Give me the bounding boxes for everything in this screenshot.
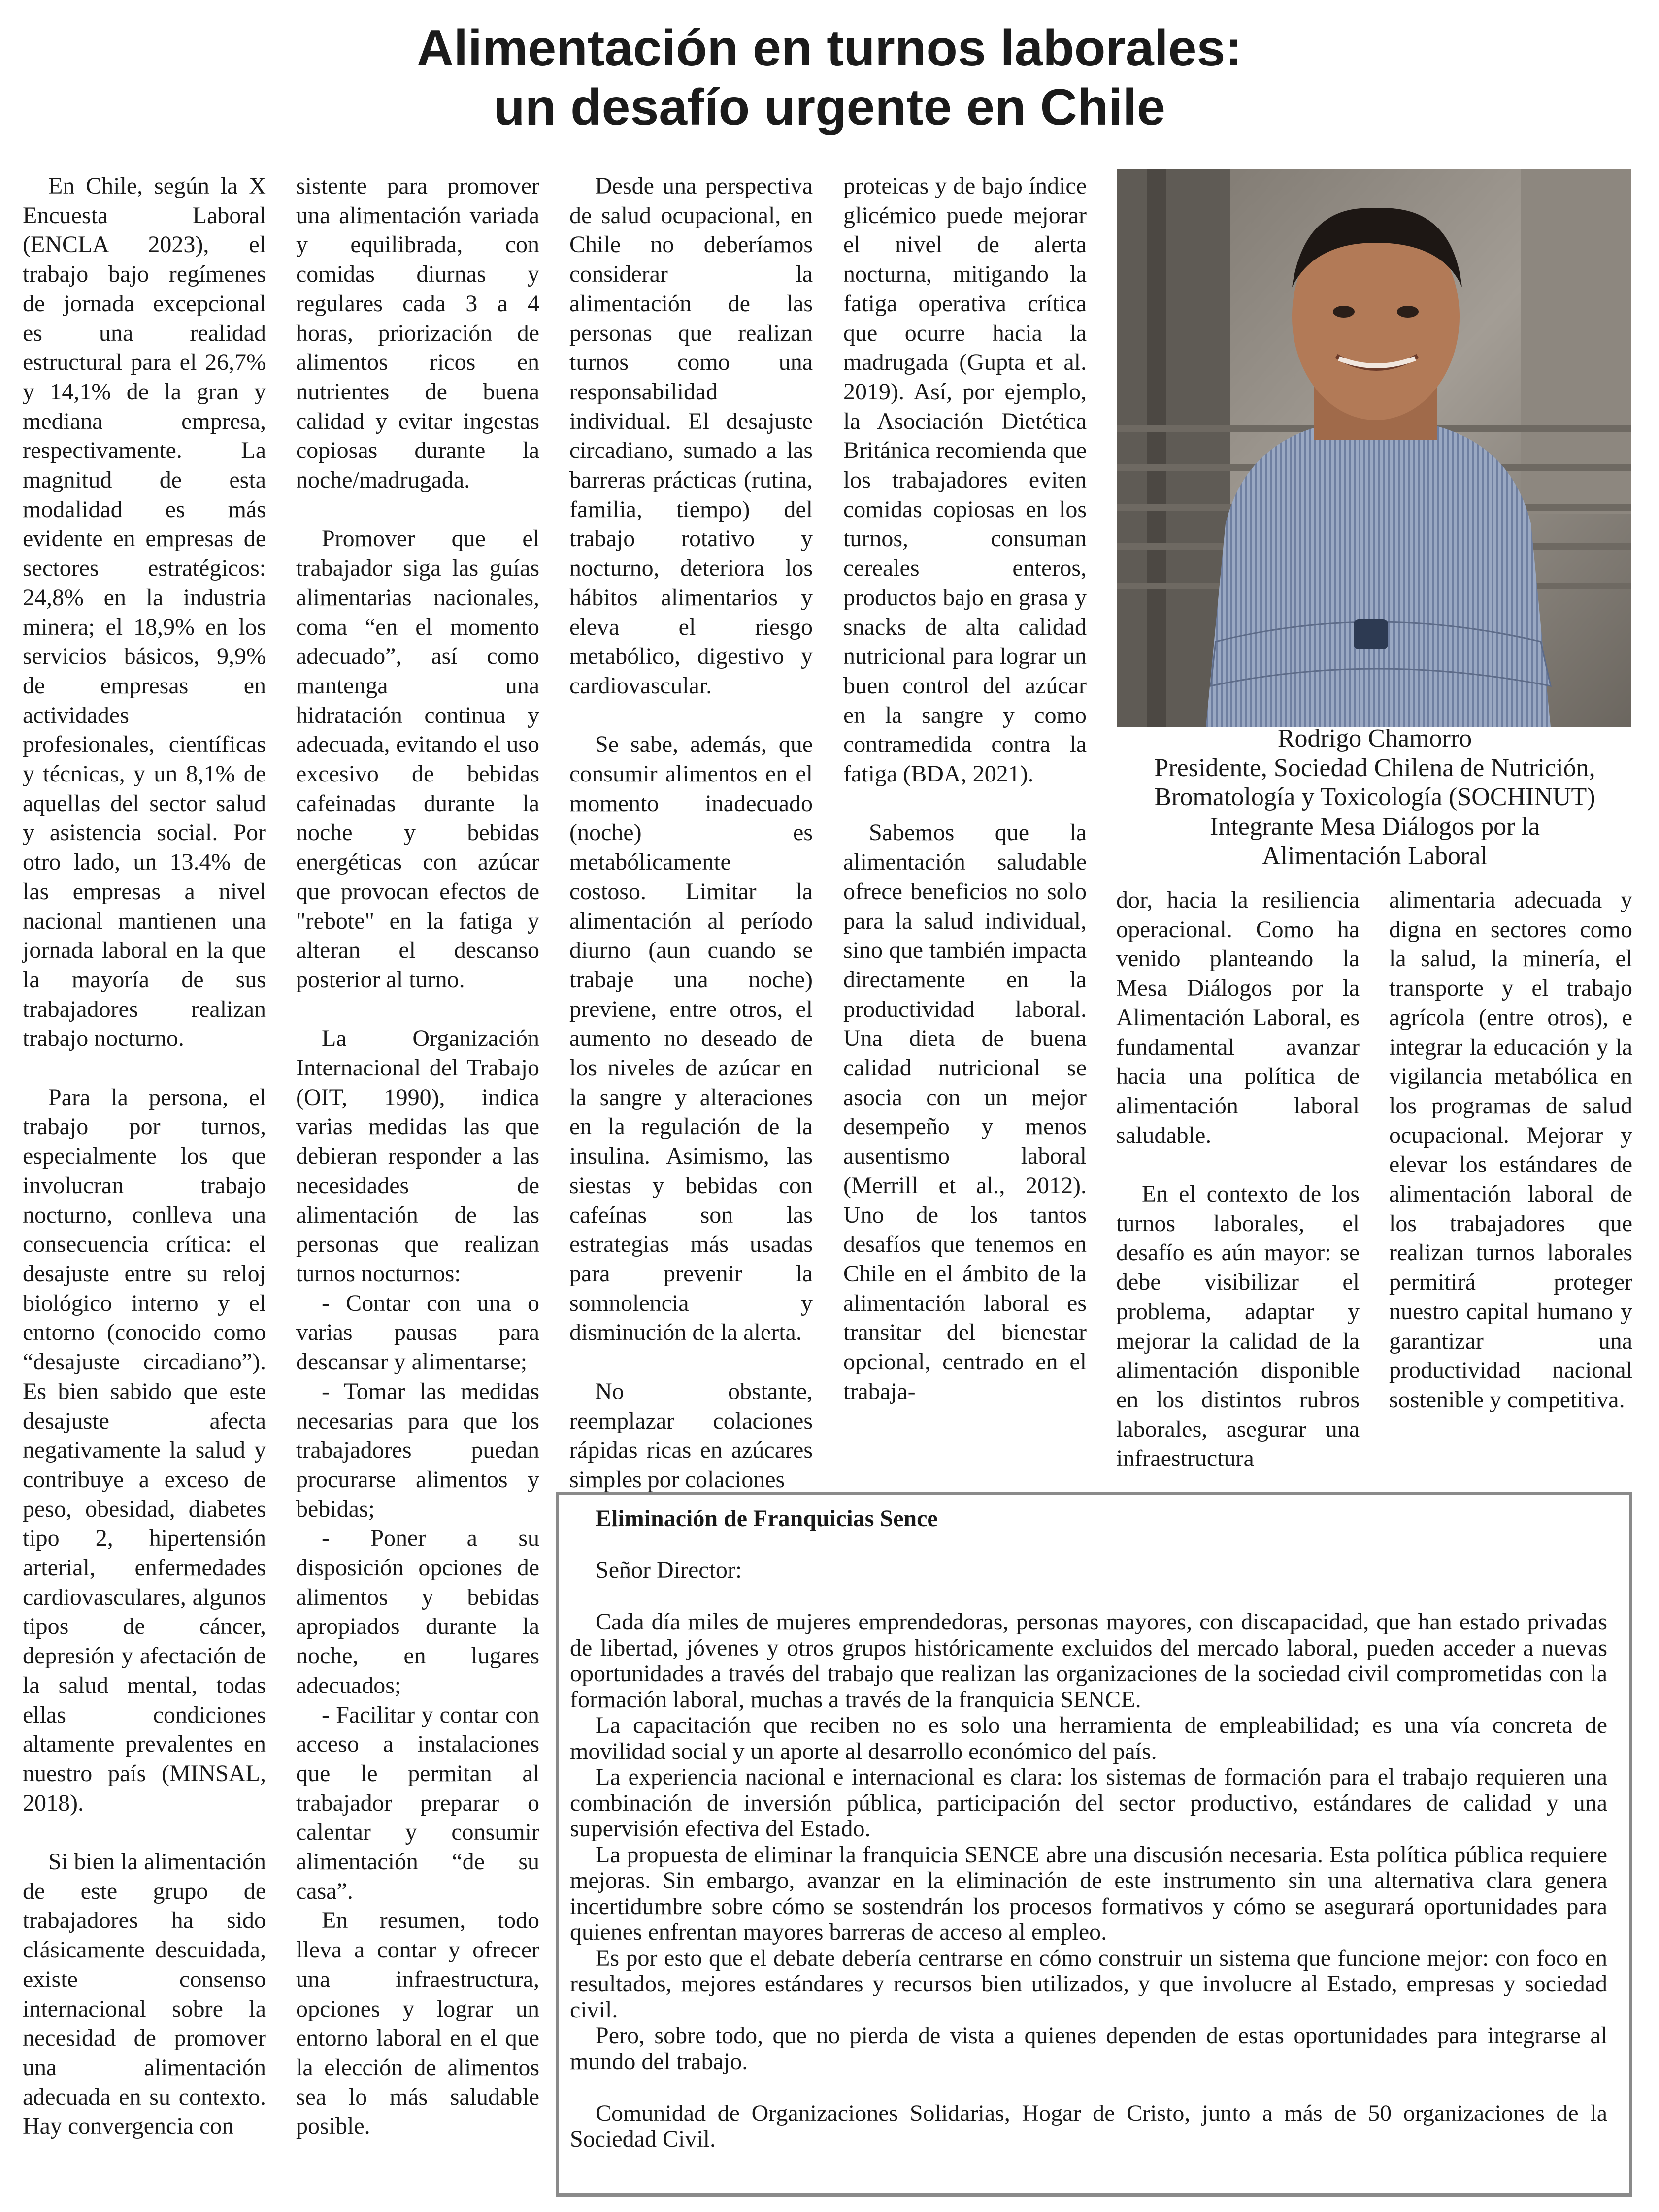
letter-paragraph: Cada día miles de mujeres emprendedoras, personas mayores, con discapacidad, que han estado privadas de libertad, jóvenes y otros grupos históricamente excluidos del mercado laboral, pueden acceder a nuevas oportunidades a través del trabajo que realizan las organizaciones de la sociedad civil comprometidas con la formación laboral, muchas a través de la franquicia SENCE. (570, 1609, 1607, 1713)
paragraph: sistente para promover una alimentación variada y equilibrada, con comidas diurnas y regulares cada 3 a 4 horas, priorización de alimentos ricos en nutrientes de buena calidad y evitar ingestas copiosas durante la noche/madrugada. (296, 173, 539, 493)
letter-salutation: Señor Director: (596, 1557, 742, 1583)
headline-line-2: un desafío urgente en Chile (494, 79, 1165, 136)
article-column-4 (843, 171, 1087, 1406)
paragraph: Sabemos que la alimentación saludable ofrece beneficios no solo para la salud individual, sino que también impacta directamente en la productividad laboral. Una dieta de buena calidad nutricional se asocia con un mejor desempeño y menos ausentismo laboral (Merrill et al., 2012). Uno de los tantos desafíos que tenemos en Chile en el ámbito de la alimentación laboral es transitar del bienestar opcional, centrado en el trabaja- (843, 819, 1087, 1404)
author-photo (1117, 169, 1631, 727)
letter-paragraph: La experiencia nacional e internacional es clara: los sistemas de formación para el trabajo requieren una combinación de inversión pública, participación del sector productivo, estándares de calidad y una supervisión efectiva del Estado. (570, 1764, 1607, 1842)
paragraph: En el contexto de los turnos laborales, el desafío es aún mayor: se debe visibilizar el problema, adaptar y mejorar la calidad de la alimentación disponible en los distintos rubros laborales, asegurar una infraestructura (1116, 1181, 1360, 1472)
letter-signature: Comunidad de Organizaciones Solidarias, Hogar de Cristo, junto a más de 50 organizaciones de la Sociedad Civil. (570, 2100, 1607, 2152)
paragraph: No obstante, reemplazar colaciones rápidas ricas en azúcares simples por colaciones (569, 1378, 813, 1493)
photo-caption (1116, 724, 1633, 871)
author-portrait-image (1117, 169, 1631, 727)
list-item: - Contar con una o varias pausas para descansar y alimentarse; (296, 1290, 539, 1375)
article-headline (0, 19, 1659, 137)
author-role: Alimentación Laboral (1262, 842, 1488, 870)
letter-paragraph: Pero, sobre todo, que no pierda de vista a quienes dependen de estas oportunidades para integrarse al mundo del trabajo. (570, 2022, 1607, 2075)
list-item: - Tomar las medidas necesarias para que los trabajadores puedan procurarse alimentos y bebidas; (296, 1378, 539, 1522)
paragraph: proteicas y de bajo índice glicémico puede mejorar el nivel de alerta nocturna, mitigando la fatiga operativa crítica que ocurre hacia la madrugada (Gupta et al. 2019). Así, por ejemplo, la Asociación Dietética Británica recomienda que los trabajadores eviten comidas copiosas en los turnos, consuman cereales enteros, productos bajo en grasa y snacks de alta calidad nutricional para lograr un buen control del azúcar en la sangre y como contramedida contra la fatiga (BDA, 2021). (843, 173, 1087, 787)
author-role: Presidente, Sociedad Chilena de Nutrición, (1154, 753, 1595, 782)
paragraph: En resumen, todo lleva a contar y ofrecer una infraestructura, opciones y lograr un entorno laboral en el que la elección de alimentos sea lo más saludable posible. (296, 1907, 539, 2140)
paragraph: Promover que el trabajador siga las guías alimentarias nacionales, coma “en el momento adecuado”, así como mantenga una hidratación continua y adecuada, evitando el uso excesivo de bebidas cafeinadas durante la noche y bebidas energéticas con azúcar que provocan efectos de "rebote" en la fatiga y alteran el descanso posterior al turno. (296, 525, 539, 993)
paragraph: alimentaria adecuada y digna en sectores como la salud, la minería, el transporte y el trabajo agrícola (entre otros), e integrar la educación y la vigilancia metabólica en los programas de salud ocupacional. Mejorar y elevar los estándares de alimentación laboral de los trabajadores que realizan turnos laborales permitirá proteger nuestro capital humano y garantizar una productividad nacional sostenible y competitiva. (1389, 887, 1632, 1413)
paragraph: La Organización Internacional del Trabajo (OIT, 1990), indica varias medidas las que debieran responder a las necesidades de alimentación de las personas que realizan turnos nocturnos: (296, 1025, 539, 1287)
letter-paragraph: Es por esto que el debate debería centrarse en cómo construir un sistema que funcione mejor: con foco en resultados, mejores estándares y recursos bien utilizados, y que involucre al Estado, empresas y sociedad civil. (570, 1945, 1607, 2023)
paragraph: Desde una perspectiva de salud ocupacional, en Chile no deberíamos considerar la alimentación de las personas que realizan turnos como una responsabilidad individual. El desajuste circadiano, sumado a las barreras prácticas (rutina, familia, tiempo) del trabajo rotativo y nocturno, deteriora los hábitos alimentarios y eleva el riesgo metabólico, digestivo y cardiovascular. (569, 173, 813, 699)
headline-line-1: Alimentación en turnos laborales: (417, 20, 1242, 77)
paragraph: En Chile, según la X Encuesta Laboral (ENCLA 2023), el trabajo bajo regímenes de jornada excepcional es una realidad estructural para el 26,7% y 14,1% de la gran y mediana empresa, respectivamente. La magnitud de esta modalidad es más evidente en empresas de sectores estratégicos: 24,8% en la industria minera; el 18,9% en los servicios básicos, 9,9% de empresas en actividades profesionales, científicas y técnicas, y un 8,1% de aquellas del sector salud y asistencia social. Por otro lado, un 13.4% de las empresas a nivel nacional mantienen una jornada laboral en la que la mayoría de sus trabajadores realizan trabajo nocturno. (23, 173, 266, 1052)
article-column-5 (1116, 885, 1360, 1473)
letter-box (556, 1492, 1632, 2197)
letter-title: Eliminación de Franquicias Sence (596, 1505, 938, 1531)
paragraph: Para la persona, el trabajo por turnos, especialmente los que involucran trabajo nocturno, conlleva una consecuencia crítica: el desajuste entre su reloj biológico interno y el entorno (conocido como “desajuste circadiano”). Es bien sabido que este desajuste afecta negativamente la salud y contribuye a exceso de peso, obesidad, diabetes tipo 2, hipertensión arterial, enfermedades cardiovasculares, algunos tipos de cáncer, depresión y afectación de la salud mental, todas ellas condiciones altamente prevalentes en nuestro país (MINSAL, 2018). (23, 1084, 266, 1816)
letter-paragraph: La capacitación que reciben no es solo una herramienta de empleabilidad; es una vía concreta de movilidad social y un aporte al desarrollo económico del país. (570, 1712, 1607, 1764)
article-column-1 (23, 171, 266, 2141)
article-column-6 (1389, 885, 1632, 1415)
article-column-3 (569, 171, 813, 1495)
list-item: - Facilitar y contar con acceso a instalaciones que le permitan al trabajador preparar o calentar y consumir alimentación “de su casa”. (296, 1701, 539, 1904)
author-role: Integrante Mesa Diálogos por la (1209, 813, 1540, 841)
letter-paragraph: La propuesta de eliminar la franquicia SENCE abre una discusión necesaria. Esta política pública requiere mejoras. Sin embargo, avanzar en la eliminación de este instrumento sin una alternativa clara genera incertidumbre sobre cómo se sostendrán los procesos formativos y cómo se asegurará oportunidades para quienes enfrentan mayores barreras de acceso al empleo. (570, 1841, 1607, 1945)
list-item: - Poner a su disposición opciones de alimentos y bebidas apropiados durante la noche, en lugares adecuados; (296, 1525, 539, 1698)
author-role: Bromatología y Toxicología (SOCHINUT) (1154, 783, 1595, 812)
paragraph: Si bien la alimentación de este grupo de trabajadores ha sido clásicamente descuidada, existe consenso internacional sobre la necesidad de promover una alimentación adecuada en su contexto. Hay convergencia con (23, 1849, 266, 2140)
author-name: Rodrigo Chamorro (1277, 724, 1472, 752)
paragraph: Se sabe, además, que consumir alimentos en el momento inadecuado (noche) es metabólicamente costoso. Limitar la alimentación al período diurno (aun cuando se trabaje una noche) previene, entre otros, el aumento no deseado de los niveles de azúcar en la sangre y alteraciones en la regulación de la insulina. Asimismo, las siestas y bebidas con cafeínas son las estrategias más usadas para prevenir la somnolencia y disminución de la alerta. (569, 731, 813, 1346)
paragraph: dor, hacia la resiliencia operacional. Como ha venido planteando la Mesa Diálogos por la Alimentación Laboral, es fundamental avanzar hacia una política de alimentación laboral saludable. (1116, 887, 1360, 1148)
article-column-2 (296, 171, 539, 2141)
